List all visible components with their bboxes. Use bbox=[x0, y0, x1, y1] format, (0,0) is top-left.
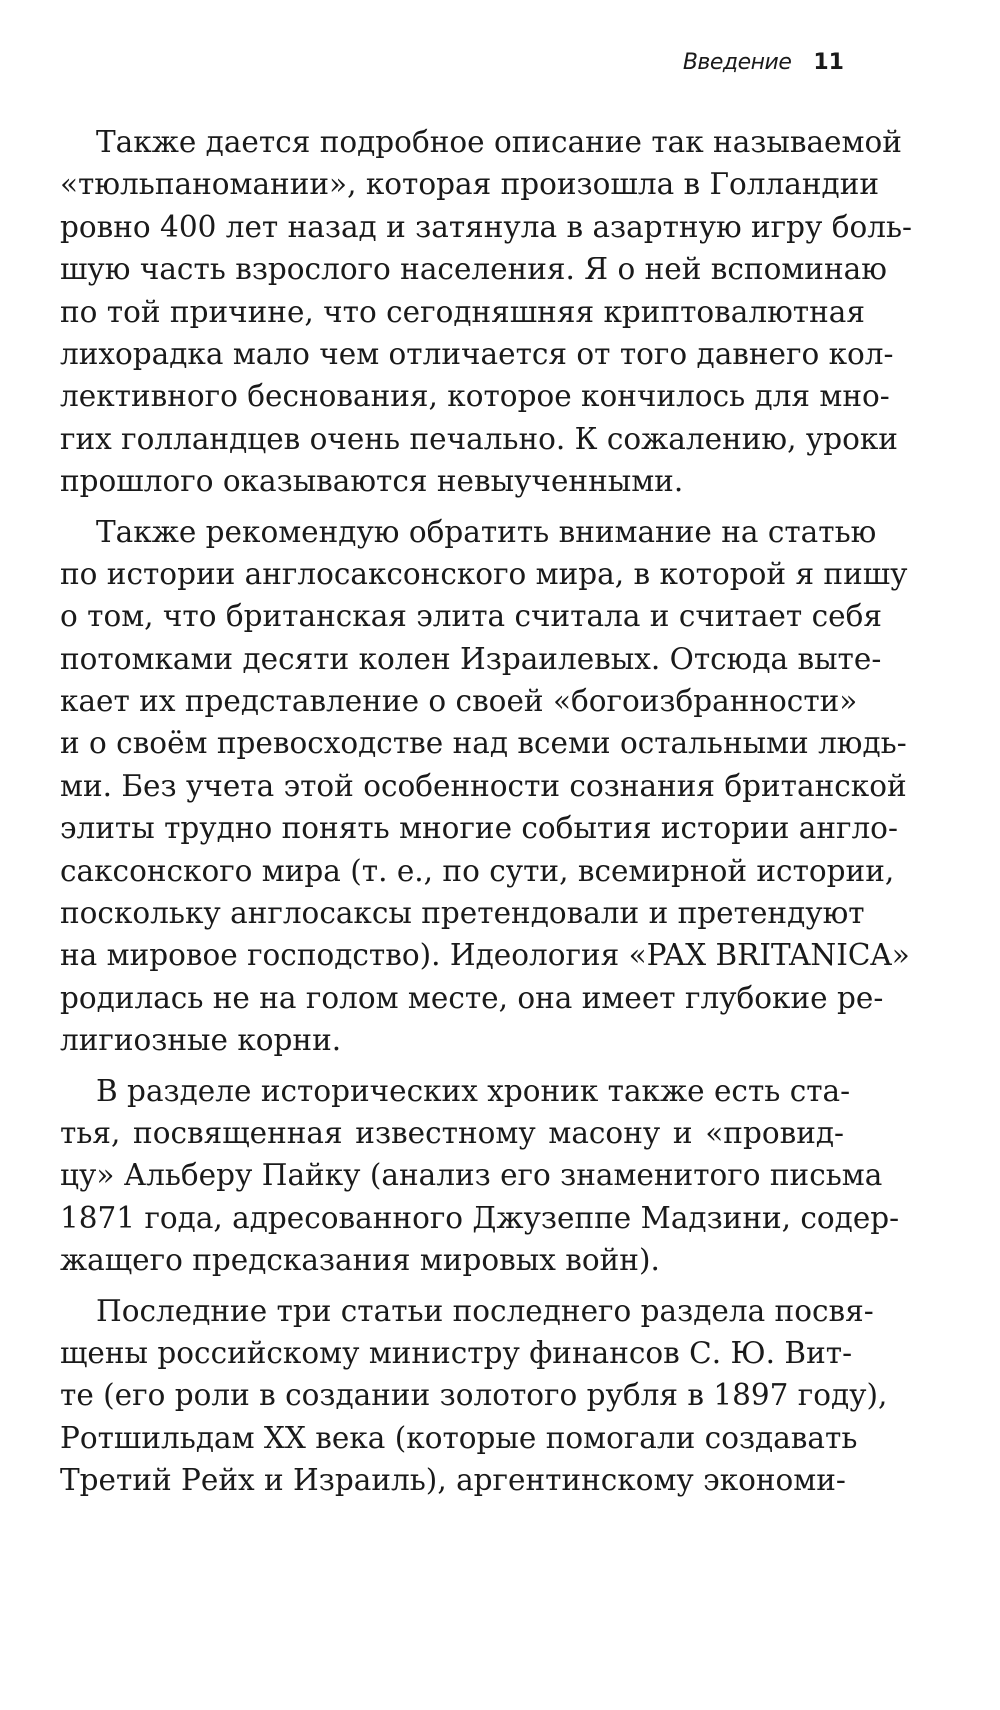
text-line: цу» Альберу Пайку (анализ его знаменитого письма bbox=[60, 1158, 883, 1193]
text-line: шую часть взрослого населения. Я о ней вспоминаю bbox=[60, 252, 887, 287]
text-line: лективного беснования, которое кончилось для мно- bbox=[60, 379, 890, 414]
text-line: Последние три статьи последнего раздела посвя- bbox=[96, 1293, 874, 1328]
text-line: по той причине, что сегодняшняя криптовалютная bbox=[60, 294, 865, 329]
body-text bbox=[60, 121, 913, 1510]
text-line: элиты трудно понять многие события истории англо- bbox=[60, 811, 898, 846]
text-line: лихорадка мало чем отличается от того давнего кол- bbox=[60, 336, 894, 371]
paragraph bbox=[60, 1070, 900, 1282]
text-line: ми. Без учета этой особенности сознания британской bbox=[60, 768, 907, 803]
text-line: по истории англосаксонского мира, в которой я пишу bbox=[60, 556, 908, 591]
text-line: гих голландцев очень печально. К сожалению, уроки bbox=[60, 421, 898, 456]
text-line: Также рекомендую обратить внимание на статью bbox=[96, 514, 877, 549]
text-line: прошлого оказываются невыученными. bbox=[60, 464, 684, 499]
text-line: тья, посвященная известному масону и «провид- bbox=[60, 1115, 844, 1150]
text-line: родилась не на голом месте, она имеет глубокие ре- bbox=[60, 980, 884, 1015]
text-line: щены российскому министру финансов С. Ю. Вит- bbox=[60, 1335, 853, 1370]
running-head bbox=[683, 50, 844, 75]
text-line: жащего предсказания мировых войн). bbox=[60, 1243, 660, 1278]
text-line: Ротшильдам XX века (которые помогали создавать bbox=[60, 1420, 858, 1455]
text-line: лигиозные корни. bbox=[60, 1023, 342, 1058]
text-line: те (его роли в создании золотого рубля в 1897 году), bbox=[60, 1378, 888, 1413]
text-line: кает их представление о своей «богоизбранности» bbox=[60, 684, 858, 719]
text-line: ровно 400 лет назад и затянула в азартную игру боль- bbox=[60, 209, 913, 244]
text-line: Также дается подробное описание так называемой bbox=[96, 125, 902, 159]
paragraph bbox=[60, 511, 910, 1062]
text-line: саксонского мира (т. е., по сути, всемирной истории, bbox=[60, 853, 895, 888]
text-line: «тюльпаномании», которая произошла в Голландии bbox=[60, 167, 880, 202]
text-line: о том, что британская элита считала и считает себя bbox=[60, 599, 882, 634]
text-line: поскольку англосаксы претендовали и претендуют bbox=[60, 896, 865, 931]
text-line: В разделе исторических хроник также есть ста- bbox=[96, 1073, 851, 1108]
text-line: Третий Рейх и Израиль), аргентинскому экономи- bbox=[60, 1463, 846, 1498]
paragraph bbox=[60, 121, 913, 503]
text-line: потомками десяти колен Израилевых. Отсюда выте- bbox=[60, 641, 882, 676]
running-head-section: Введение bbox=[682, 50, 792, 75]
text-line: на мировое господство). Идеология «PAX BRITANICA» bbox=[60, 938, 910, 973]
page-number: 11 bbox=[813, 50, 844, 75]
paragraph bbox=[60, 1290, 888, 1502]
text-line: и о своём превосходстве над всеми остальными людь- bbox=[60, 726, 907, 761]
text-line: 1871 года, адресованного Джузеппе Мадзини, содер- bbox=[60, 1200, 900, 1235]
